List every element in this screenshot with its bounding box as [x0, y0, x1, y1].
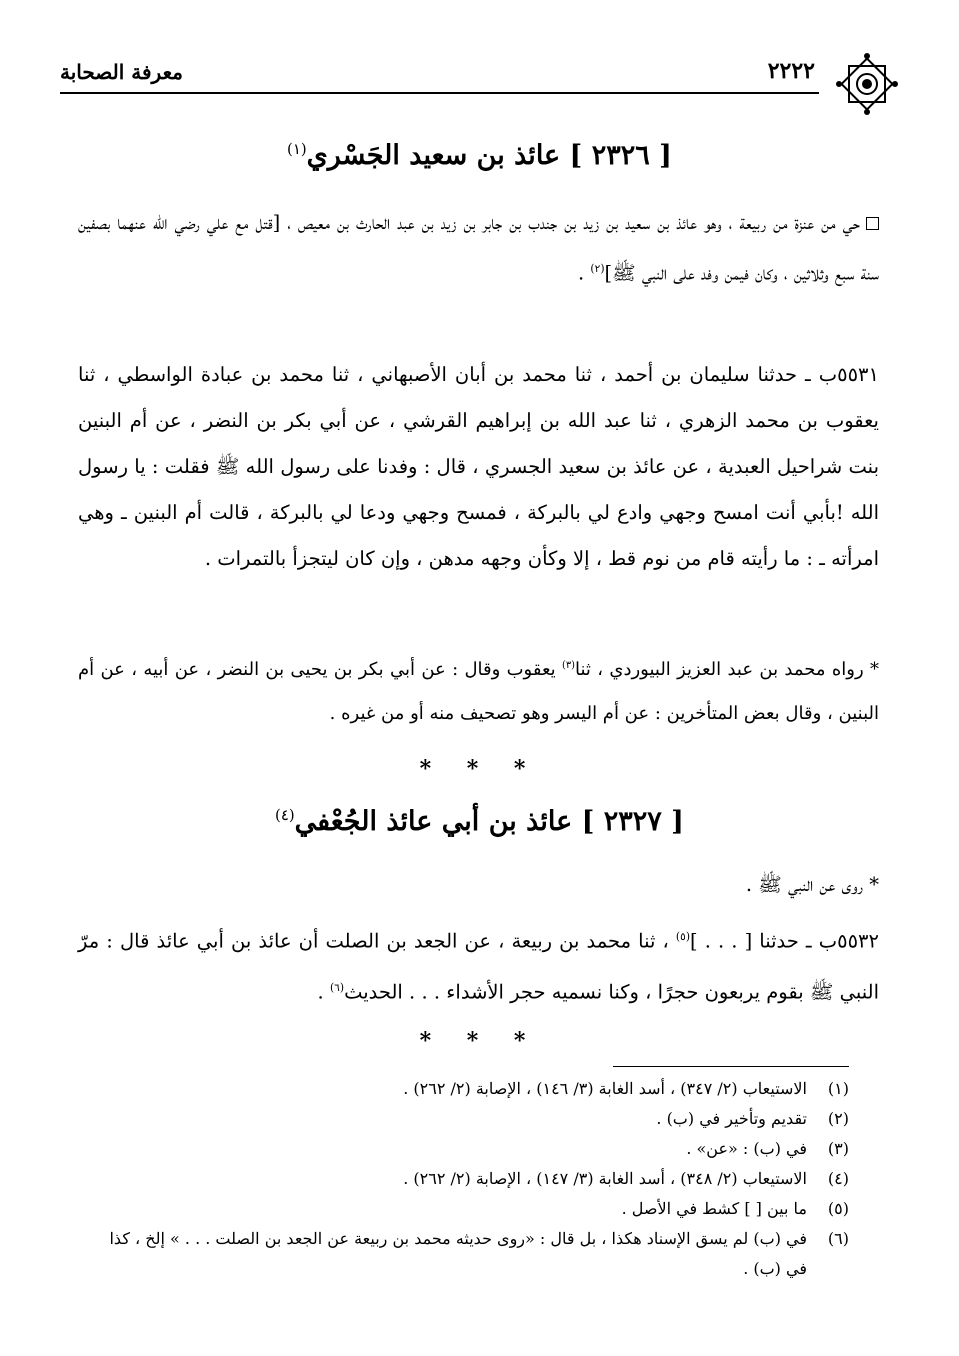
intro-text: حي من عنزة من ربيعة ، وهو عائذ بن سعيد بن زيد بن جندب بن جابر بن زيد بن عبد الحارث بن معيص ، [قتل مع علي رضي الله عنهما بصفين سنة سبع وثلاثين ، وكان فيمن وفد على النبي ﷺ] [78, 211, 879, 285]
separator-stars: * * * [419, 1028, 540, 1054]
footnote-text: في (ب) لم يسق الإسناد هكذا ، بل قال : «روى حديثه محمد بن ربيعة عن الجعد بن الصلت . . . » إلخ ، كذا في (ب) . [109, 1229, 807, 1278]
entry-title [80, 806, 879, 837]
footnote-number: (١) [827, 1079, 849, 1098]
footnote-text: الاستيعاب (٢/ ٣٤٨) ، أسد الغابة (٣/ ١٤٧) ، الإصابة (٢/ ٢٦٢) . [403, 1169, 807, 1188]
footnote [100, 1134, 849, 1164]
intro-end: . [577, 261, 591, 285]
square-marker-icon [866, 217, 879, 230]
hadith-text: ٥٥٣١ب ـ حدثنا سليمان بن أحمد ، ثنا محمد بن أبان الأصبهاني ، ثنا محمد بن عبادة الواسطي ، ثنا يعقوب بن محمد الزهري ، ثنا عبد الله بن إبراهيم القرشي ، عن أبي بكر بن النضر ، عن أم البنين بنت شراحيل العبدية ، عن عائذ بن سعيد الجسري ، قال : وفدنا على رسول الله ﷺ فقلت : يا رسول الله !بأبي أنت امسح وجهي وادع لي بالبركة ، فمسح وجهي ودعا لي بالبركة ، قالت أم البنين ـ وهي امرأته ـ : ما رأيته قام من نوم قط ، إلا وكأن وجهه مدهن ، وإن كان ليتجزأ بالتمرات . [78, 363, 879, 570]
footnote-text: ما بين [ ] كشط في الأصل . [621, 1199, 807, 1218]
hadith-end: . [317, 980, 330, 1003]
footnote-number: (٤) [827, 1169, 849, 1188]
footnote-ref: (٤) [275, 806, 295, 824]
page-number: ٢٢٢٢ [767, 58, 815, 84]
running-title: معرفة الصحابة [60, 60, 183, 84]
footnote-text: الاستيعاب (٢/ ٣٤٧) ، أسد الغابة (٣/ ١٤٦) ، الإصابة (٢/ ٢٦٢) . [403, 1079, 807, 1098]
page-header [60, 52, 899, 112]
footnote [100, 1224, 849, 1284]
footnotes [100, 1074, 849, 1284]
entry-title-text: [ ٢٣٢٧ ] عائذ بن أبي عائذ الجُعْفي [294, 806, 684, 837]
footnote [100, 1164, 849, 1194]
entry-intro [78, 200, 879, 297]
footnote-number: (٢) [827, 1109, 849, 1128]
hadith-part1: ٥٥٣٢ب ـ حدثنا [ . . . ] [690, 929, 879, 953]
entry-title [80, 140, 879, 171]
header-rule [60, 92, 819, 94]
footnote-text: في (ب) : «عن» . [686, 1139, 807, 1158]
ornament-icon [835, 52, 899, 116]
footnote-number: (٣) [827, 1139, 849, 1158]
footnote-ref: (٣) [561, 660, 575, 671]
footnote-text: تقديم وتأخير في (ب) . [656, 1109, 807, 1128]
footnote-ref: (٦) [329, 980, 345, 994]
separator-stars: * * * [419, 756, 540, 782]
footnote [100, 1104, 849, 1134]
footnote-number: (٦) [827, 1229, 849, 1248]
footnote-ref: (٢) [590, 262, 605, 275]
commentary-part2: يعقوب وقال : عن أبي بكر بن يحيى بن النضر ، عن أبيه ، عن أم البنين ، وقال بعض المتأخرين : عن أم اليسر وهو تصحيف منه أو من غيره . [78, 659, 879, 724]
footnote [100, 1074, 849, 1104]
footnote-rule [613, 1066, 849, 1067]
footnote-ref: (١) [287, 140, 307, 158]
entry-title-text: [ ٢٣٢٦ ] عائذ بن سعيد الجَسْري [306, 140, 672, 171]
hadith-part2: ، ثنا محمد بن ربيعة ، عن الجعد بن الصلت أن عائذ بن أبي عائذ قال : مرّ النبي ﷺ بقوم يربعون حجرًا ، وكنا نسميه حجر الأشداء . . . الحديث [78, 929, 879, 1003]
hadith-text [78, 914, 879, 1015]
entry-intro: * روى عن النبي ﷺ . [745, 873, 879, 896]
footnote [100, 1194, 849, 1224]
commentary [78, 644, 879, 736]
footnote-number: (٥) [827, 1199, 849, 1218]
footnote-ref: (٥) [675, 930, 691, 943]
commentary-part1: * رواه محمد بن عبد العزيز البيوردي ، ثنا [575, 659, 879, 680]
